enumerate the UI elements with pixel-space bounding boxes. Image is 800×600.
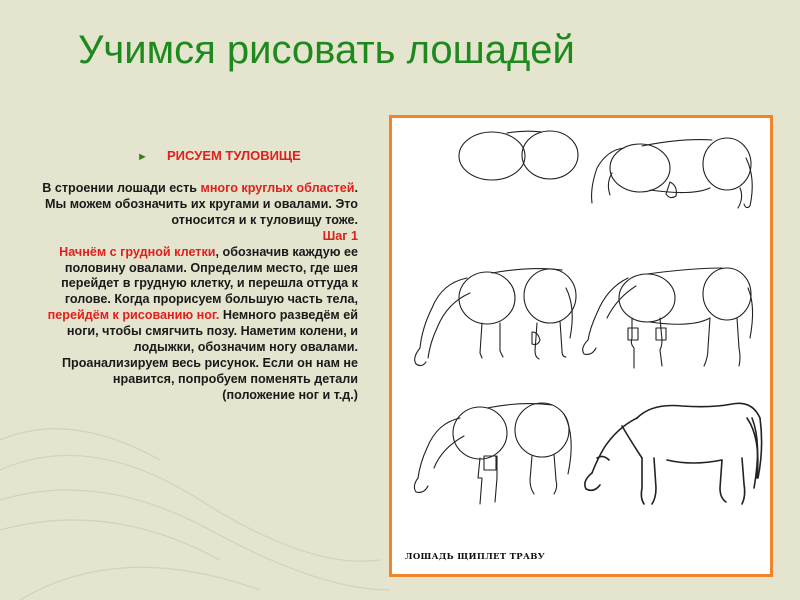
figure-caption: ЛОШАДЬ ЩИПЛЕТ ТРАВУ <box>405 552 545 562</box>
step-5-sketch <box>414 403 571 504</box>
triangle-bullet-icon: ► <box>137 151 148 163</box>
step-3-sketch <box>415 269 576 366</box>
highlight-text: перейдём к рисованию ног. <box>47 308 220 323</box>
highlight-text: много круглых областей <box>200 181 355 195</box>
body-text-part: Определим место, где шея перейдет в грудную клетку, и перешла оттуда к голове. Когда прорисуем большую часть тела, <box>61 260 358 307</box>
step-1-sketch <box>459 131 578 180</box>
highlight-text: Начнём с грудной клетки <box>59 244 216 259</box>
step-2-sketch <box>592 138 753 208</box>
bullet-heading-row <box>137 147 301 165</box>
body-text <box>38 181 358 404</box>
step-4-sketch <box>583 268 753 368</box>
horse-drawing-figure <box>389 115 773 577</box>
body-text-part: Проанализируем весь рисунок. Если он нам не нравится, попробуем поменять детали (положение ног и т.д.) <box>62 355 358 402</box>
body-text-part: . Мы можем обозначить их кругами и овалами. Это относится и к туловищу тоже. <box>45 181 358 227</box>
horse-drawing-steps <box>392 118 770 574</box>
body-text-part: В строении лошади есть <box>42 181 201 195</box>
step-6-finished-horse <box>585 403 762 504</box>
body-text-part: Немного разведём ей ноги, чтобы смягчить позу. Наметим колени, и лодыжки, обозначим ногу овалами. <box>66 308 358 355</box>
step-label: Шаг 1 <box>322 228 358 243</box>
bullet-heading: РИСУЕМ ТУЛОВИЩЕ <box>167 148 301 163</box>
body-text-part: , обозначив каждую ее половину овалами. <box>64 244 358 275</box>
slide-title: Учимся рисовать лошадей <box>78 28 575 72</box>
